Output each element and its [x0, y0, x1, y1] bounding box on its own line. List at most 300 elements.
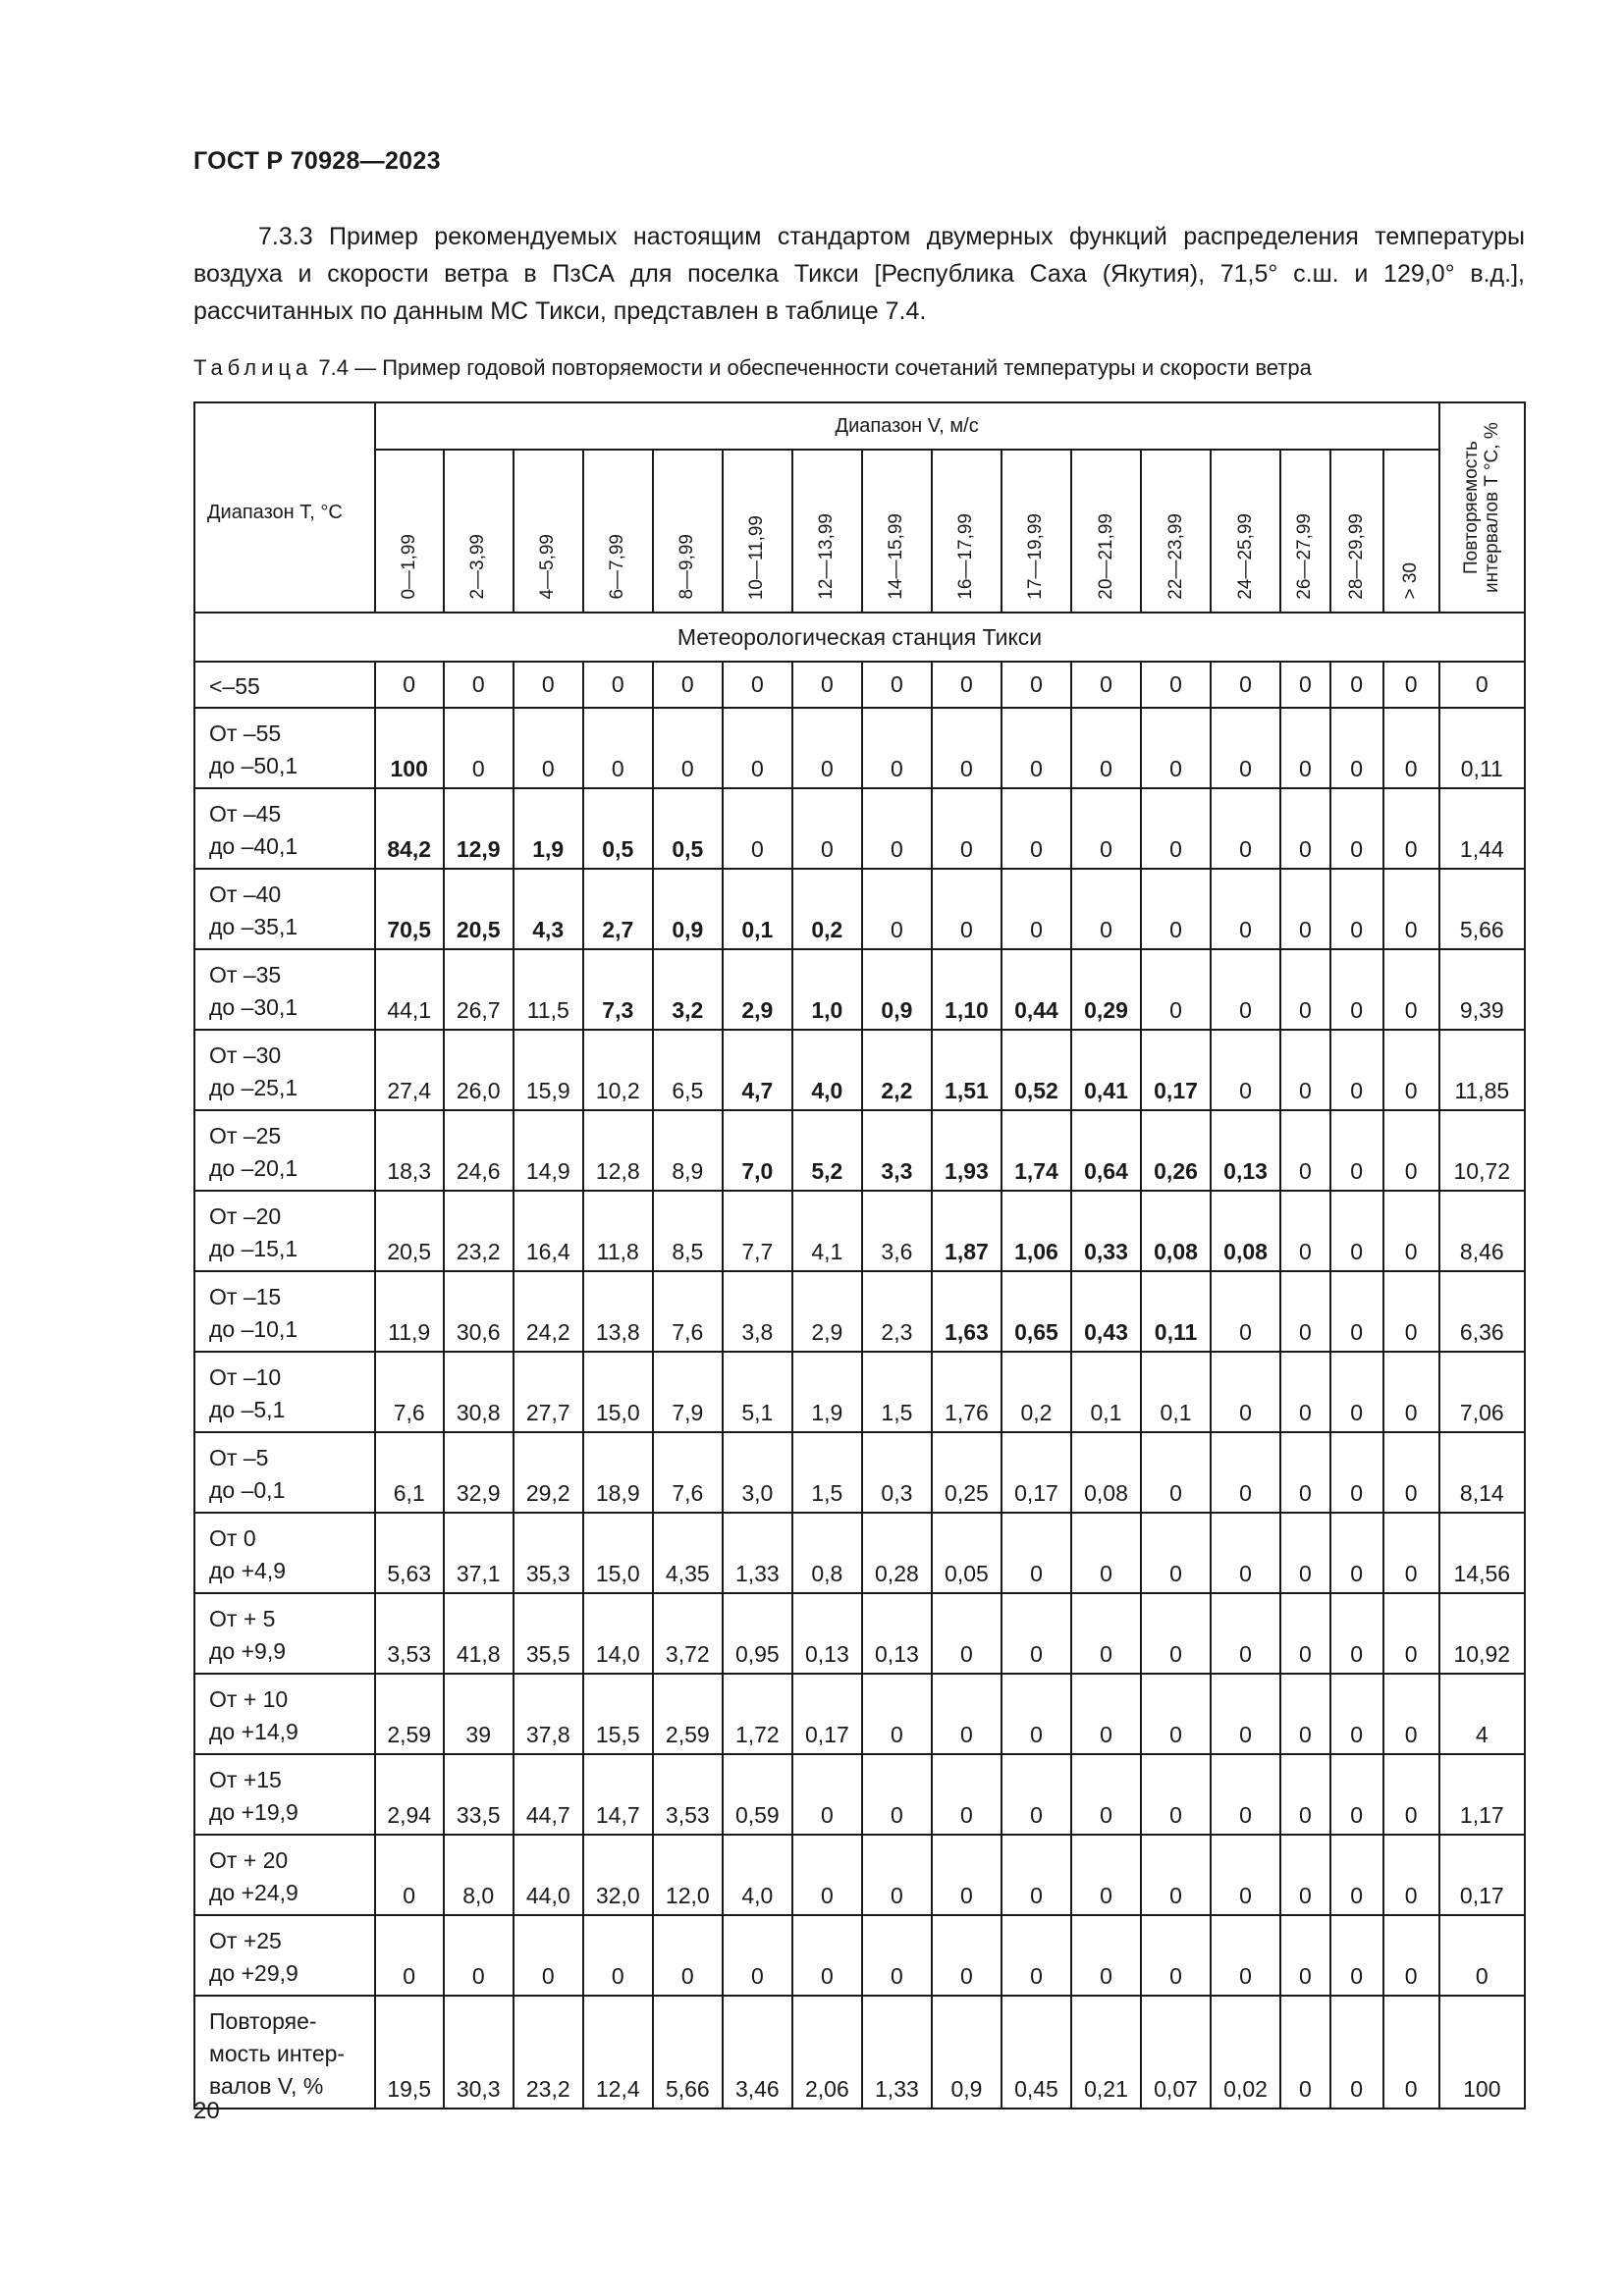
speed-bin-label: 17—19,99 — [1025, 513, 1047, 600]
table-cell: 12,9 — [444, 788, 514, 869]
table-cell: 1,10 — [932, 949, 1001, 1030]
table-cell: 0 — [1141, 1754, 1211, 1835]
table-cell: 0 — [1001, 1674, 1071, 1754]
table-cell: 0 — [862, 1674, 932, 1754]
table-cell: 1,06 — [1001, 1191, 1071, 1271]
table-row — [194, 1754, 1525, 1835]
row-temperature-label — [194, 1191, 375, 1271]
table-cell: 0 — [514, 708, 583, 788]
row-label-line: От + 10 — [209, 1686, 289, 1712]
table-cell: 1,76 — [932, 1352, 1001, 1432]
table-cell: 0 — [1211, 662, 1280, 708]
table-cell: 0 — [932, 1915, 1001, 1996]
row-temperature-label — [194, 1030, 375, 1110]
paragraph-7-3-3 — [193, 218, 1525, 330]
table-cell: 37,8 — [514, 1674, 583, 1754]
table-cell: 0 — [1280, 1030, 1330, 1110]
table-cell: 0 — [1280, 1352, 1330, 1432]
table-row — [194, 1513, 1525, 1593]
table-cell: 41,8 — [444, 1593, 514, 1674]
header-speed-bin — [792, 450, 862, 613]
table-cell: 0,8 — [792, 1513, 862, 1593]
header-speed-bin — [1280, 450, 1330, 613]
table-cell: 0,5 — [583, 788, 653, 869]
row-label-line: От + 5 — [209, 1606, 276, 1631]
table-cell: 0 — [1383, 708, 1439, 788]
header-speed-bin — [862, 450, 932, 613]
table-cell: 30,8 — [444, 1352, 514, 1432]
table-cell: 0 — [514, 662, 583, 708]
table-cell: 0 — [1211, 1754, 1280, 1835]
speed-bin-label: 20—21,99 — [1095, 513, 1116, 600]
table-cell: 0 — [1280, 949, 1330, 1030]
table-cell: 0 — [792, 708, 862, 788]
table-cell: 0 — [444, 1915, 514, 1996]
table-cell: 0 — [1001, 788, 1071, 869]
header-speed-bin — [583, 450, 653, 613]
table-cell: 27,4 — [375, 1030, 444, 1110]
page-number: 20 — [193, 2098, 220, 2124]
table-cell: 0 — [932, 869, 1001, 949]
table-cell: 4,7 — [723, 1030, 792, 1110]
row-label-line: до –15,1 — [209, 1236, 298, 1261]
table-cell: 23,2 — [444, 1191, 514, 1271]
speed-bin-label: 6—7,99 — [607, 534, 628, 600]
header-row-top — [194, 402, 1525, 450]
table-cell: 0 — [1280, 1996, 1330, 2109]
table-cell: 0 — [1383, 1674, 1439, 1754]
row-label-line: От +25 — [209, 1928, 282, 1953]
table-cell: 0,13 — [1211, 1110, 1280, 1191]
table-cell: 0 — [1330, 1915, 1383, 1996]
row-repeatability-cell: 100 — [1439, 1996, 1525, 2109]
table-cell: 0 — [1001, 1513, 1071, 1593]
table-cell: 0,1 — [723, 869, 792, 949]
table-cell: 0 — [653, 662, 723, 708]
header-speed-bin — [1141, 450, 1211, 613]
table-cell: 2,2 — [862, 1030, 932, 1110]
table-cell: 0 — [1330, 1996, 1383, 2109]
table-cell: 0 — [1141, 708, 1211, 788]
header-speed-bin — [444, 450, 514, 613]
table-cell: 0 — [1383, 869, 1439, 949]
table-cell: 0 — [1211, 1271, 1280, 1352]
row-repeatability-cell: 8,46 — [1439, 1191, 1525, 1271]
table-row — [194, 1110, 1525, 1191]
table-cell: 0 — [1330, 1835, 1383, 1915]
row-temperature-label — [194, 1593, 375, 1674]
table-cell: 2,7 — [583, 869, 653, 949]
row-label-line: до +29,9 — [209, 1960, 298, 1986]
table-cell: 4,0 — [723, 1835, 792, 1915]
table-row — [194, 1835, 1525, 1915]
table-cell: 0 — [1330, 1593, 1383, 1674]
table-cell: 30,3 — [444, 1996, 514, 2109]
table-cell: 4,1 — [792, 1191, 862, 1271]
header-speed-bin — [1001, 450, 1071, 613]
row-label-line: От –45 — [209, 801, 282, 827]
table-cell: 0 — [1383, 949, 1439, 1030]
table-cell: 0 — [1071, 1915, 1141, 1996]
table-cell: 33,5 — [444, 1754, 514, 1835]
speed-bin-label: 16—17,99 — [955, 513, 977, 600]
speed-bin-label: > 30 — [1400, 562, 1422, 600]
station-name: Метеорологическая станция Тикси — [194, 613, 1525, 662]
table-cell: 0 — [1383, 1110, 1439, 1191]
row-repeatability-cell: 1,17 — [1439, 1754, 1525, 1835]
table-cell: 0 — [1001, 869, 1071, 949]
table-cell: 0,9 — [932, 1996, 1001, 2109]
row-temperature-label — [194, 788, 375, 869]
table-row — [194, 1593, 1525, 1674]
table-row — [194, 1915, 1525, 1996]
table-cell: 0 — [1211, 708, 1280, 788]
table-cell: 0 — [792, 1835, 862, 1915]
table-cell: 44,7 — [514, 1754, 583, 1835]
table-cell: 12,8 — [583, 1110, 653, 1191]
table-row — [194, 1030, 1525, 1110]
table-cell: 11,8 — [583, 1191, 653, 1271]
header-speed-bin — [932, 450, 1001, 613]
table-cell: 18,3 — [375, 1110, 444, 1191]
table-row — [194, 1432, 1525, 1513]
table-cell: 0 — [1330, 1191, 1383, 1271]
table-cell: 0,41 — [1071, 1030, 1141, 1110]
table-cell: 0 — [1071, 788, 1141, 869]
table-cell: 0 — [1211, 1915, 1280, 1996]
table-cell: 0,9 — [653, 869, 723, 949]
row-label-line: От –35 — [209, 962, 282, 988]
table-cell: 4,3 — [514, 869, 583, 949]
row-repeatability-cell: 4 — [1439, 1674, 1525, 1754]
table-row — [194, 949, 1525, 1030]
table-cell: 7,7 — [723, 1191, 792, 1271]
table-cell: 0 — [1211, 869, 1280, 949]
table-cell: 2,3 — [862, 1271, 932, 1352]
table-cell: 0 — [1383, 1352, 1439, 1432]
table-cell: 0 — [1071, 1674, 1141, 1754]
speed-bin-label: 26—27,99 — [1294, 513, 1316, 600]
table-cell: 1,72 — [723, 1674, 792, 1754]
table-cell: 0 — [1280, 788, 1330, 869]
table-cell: 0 — [1141, 1674, 1211, 1754]
row-repeatability-cell: 8,14 — [1439, 1432, 1525, 1513]
table-cell: 0 — [1211, 1674, 1280, 1754]
row-repeatability-cell: 0 — [1439, 1915, 1525, 1996]
table-cell: 0,17 — [1001, 1432, 1071, 1513]
table-cell: 0 — [1211, 1352, 1280, 1432]
table-cell: 44,1 — [375, 949, 444, 1030]
table-cell: 0 — [792, 1915, 862, 1996]
table-cell: 0 — [1141, 662, 1211, 708]
header-row-speed-bins — [194, 450, 1525, 613]
table-cell: 1,33 — [862, 1996, 932, 2109]
distribution-table — [193, 401, 1526, 2109]
table-cell: 7,6 — [653, 1432, 723, 1513]
table-cell: 0 — [1211, 949, 1280, 1030]
table-caption — [193, 355, 1312, 381]
speed-bin-label: 4—5,99 — [537, 534, 559, 600]
header-speed-bin — [653, 450, 723, 613]
table-cell: 14,0 — [583, 1593, 653, 1674]
row-label-line: до +9,9 — [209, 1638, 287, 1664]
table-cell: 23,2 — [514, 1996, 583, 2109]
table-cell: 0 — [1383, 788, 1439, 869]
table-cell: 3,8 — [723, 1271, 792, 1352]
table-cell: 0,1 — [1141, 1352, 1211, 1432]
table-cell: 0 — [1071, 1513, 1141, 1593]
table-cell: 29,2 — [514, 1432, 583, 1513]
table-cell: 0,05 — [932, 1513, 1001, 1593]
row-repeatability-cell: 10,92 — [1439, 1593, 1525, 1674]
table-cell: 0 — [1383, 1030, 1439, 1110]
table-cell: 0 — [1383, 1915, 1439, 1996]
table-cell: 0,45 — [1001, 1996, 1071, 2109]
table-cell: 32,9 — [444, 1432, 514, 1513]
table-cell: 19,5 — [375, 1996, 444, 2109]
table-cell: 0 — [444, 708, 514, 788]
table-row — [194, 1191, 1525, 1271]
table-cell: 0 — [1211, 1432, 1280, 1513]
table-cell: 2,06 — [792, 1996, 862, 2109]
table-cell: 7,6 — [375, 1352, 444, 1432]
table-cell: 26,7 — [444, 949, 514, 1030]
table-cell: 20,5 — [375, 1191, 444, 1271]
table-row — [194, 1674, 1525, 1754]
row-label-line: Повторяе- — [209, 2008, 317, 2034]
row-temperature-label — [194, 662, 375, 708]
table-cell: 0 — [1001, 662, 1071, 708]
table-cell: 0 — [1330, 1030, 1383, 1110]
table-cell: 5,63 — [375, 1513, 444, 1593]
table-cell: 2,94 — [375, 1754, 444, 1835]
table-cell: 5,66 — [653, 1996, 723, 2109]
table-cell: 1,9 — [792, 1352, 862, 1432]
table-cell: 2,9 — [723, 949, 792, 1030]
table-cell: 0,13 — [792, 1593, 862, 1674]
row-repeatability-cell: 0,11 — [1439, 708, 1525, 788]
table-cell: 0 — [1141, 869, 1211, 949]
table-cell: 4,35 — [653, 1513, 723, 1593]
table-cell: 0 — [1383, 1593, 1439, 1674]
header-t-repeatability-label: Повторяемость интервалов T °C, % — [1461, 422, 1503, 593]
table-cell: 0 — [1280, 1593, 1330, 1674]
table-cell: 24,6 — [444, 1110, 514, 1191]
table-cell: 0,59 — [723, 1754, 792, 1835]
table-cell: 0 — [1280, 1191, 1330, 1271]
table-cell: 0 — [1280, 869, 1330, 949]
table-cell: 0 — [1211, 1593, 1280, 1674]
table-cell: 0 — [1330, 1432, 1383, 1513]
table-cell: 0 — [723, 662, 792, 708]
table-row — [194, 1996, 1525, 2109]
table-cell: 12,0 — [653, 1835, 723, 1915]
row-repeatability-cell: 0 — [1439, 662, 1525, 708]
table-cell: 0 — [1141, 949, 1211, 1030]
row-label-line: От –40 — [209, 881, 282, 907]
table-cell: 0 — [1071, 708, 1141, 788]
table-cell: 0 — [1330, 869, 1383, 949]
speed-bin-label: 24—25,99 — [1234, 513, 1256, 600]
table-cell: 0 — [583, 662, 653, 708]
table-cell: 0 — [1001, 708, 1071, 788]
table-cell: 1,5 — [862, 1352, 932, 1432]
table-cell: 0 — [375, 1835, 444, 1915]
row-repeatability-cell: 11,85 — [1439, 1030, 1525, 1110]
table-cell: 0,2 — [792, 869, 862, 949]
table-cell: 37,1 — [444, 1513, 514, 1593]
table-cell: 0 — [1280, 662, 1330, 708]
table-cell: 0 — [1280, 1674, 1330, 1754]
row-label-line: до –5,1 — [209, 1397, 286, 1422]
row-label-line: От –25 — [209, 1123, 282, 1148]
table-cell: 0 — [1280, 1513, 1330, 1593]
table-cell: 0 — [1383, 1513, 1439, 1593]
table-cell: 0 — [1330, 1110, 1383, 1191]
row-temperature-label — [194, 1835, 375, 1915]
table-cell: 6,5 — [653, 1030, 723, 1110]
row-label-line: до –0,1 — [209, 1477, 286, 1503]
table-cell: 0 — [1001, 1593, 1071, 1674]
row-label-line: валов V, % — [209, 2073, 324, 2099]
table-cell: 15,5 — [583, 1674, 653, 1754]
row-repeatability-cell: 1,44 — [1439, 788, 1525, 869]
table-cell: 0 — [1383, 1996, 1439, 2109]
table-cell: 0,1 — [1071, 1352, 1141, 1432]
row-label-line: до +14,9 — [209, 1719, 298, 1744]
station-row — [194, 613, 1525, 662]
row-temperature-label — [194, 1513, 375, 1593]
table-cell: 27,7 — [514, 1352, 583, 1432]
table-cell: 0 — [1211, 788, 1280, 869]
table-cell: 0,17 — [1141, 1030, 1211, 1110]
table-cell: 0 — [792, 1754, 862, 1835]
table-cell: 8,9 — [653, 1110, 723, 1191]
row-temperature-label — [194, 1674, 375, 1754]
table-cell: 15,0 — [583, 1352, 653, 1432]
table-cell: 0 — [1141, 1513, 1211, 1593]
table-cell: 0 — [1141, 1432, 1211, 1513]
table-cell: 0,2 — [1001, 1352, 1071, 1432]
row-label-line: до –10,1 — [209, 1316, 298, 1342]
table-cell: 1,87 — [932, 1191, 1001, 1271]
table-cell: 0 — [1001, 1915, 1071, 1996]
row-label-line: От –20 — [209, 1203, 282, 1229]
table-cell: 2,59 — [653, 1674, 723, 1754]
row-repeatability-cell: 0,17 — [1439, 1835, 1525, 1915]
table-cell: 2,59 — [375, 1674, 444, 1754]
document-code: ГОСТ Р 70928—2023 — [193, 147, 441, 175]
table-cell: 5,1 — [723, 1352, 792, 1432]
table-cell: 0 — [932, 708, 1001, 788]
table-cell: 0 — [653, 1915, 723, 1996]
table-cell: 100 — [375, 708, 444, 788]
table-cell: 7,6 — [653, 1271, 723, 1352]
table-cell: 0 — [862, 869, 932, 949]
row-temperature-label — [194, 1271, 375, 1352]
table-cell: 3,46 — [723, 1996, 792, 2109]
table-cell: 0 — [862, 662, 932, 708]
row-repeatability-cell: 5,66 — [1439, 869, 1525, 949]
table-cell: 0 — [792, 662, 862, 708]
row-label-line: От + 20 — [209, 1847, 289, 1873]
table-cell: 0 — [653, 708, 723, 788]
row-repeatability-cell: 10,72 — [1439, 1110, 1525, 1191]
table-cell: 70,5 — [375, 869, 444, 949]
row-label-line: до –20,1 — [209, 1155, 298, 1181]
table-cell: 0 — [1211, 1513, 1280, 1593]
table-cell: 0 — [1141, 1835, 1211, 1915]
table-cell: 0 — [723, 1915, 792, 1996]
row-repeatability-cell: 6,36 — [1439, 1271, 1525, 1352]
table-cell: 0 — [1280, 1110, 1330, 1191]
table-cell: 7,0 — [723, 1110, 792, 1191]
row-temperature-label — [194, 949, 375, 1030]
table-cell: 0,17 — [792, 1674, 862, 1754]
row-label-line: От 0 — [209, 1525, 256, 1551]
table-cell: 1,5 — [792, 1432, 862, 1513]
header-speed-bin — [1383, 450, 1439, 613]
table-cell: 44,0 — [514, 1835, 583, 1915]
table-cell: 3,72 — [653, 1593, 723, 1674]
table-cell: 0 — [1280, 1271, 1330, 1352]
header-temperature-range: Диапазон T, °C — [194, 402, 375, 613]
row-repeatability-cell: 7,06 — [1439, 1352, 1525, 1432]
row-label-line: мость интер- — [209, 2041, 346, 2066]
table-cell: 0,02 — [1211, 1996, 1280, 2109]
table-cell: 3,0 — [723, 1432, 792, 1513]
table-cell: 0 — [1383, 1191, 1439, 1271]
table-cell: 0 — [1330, 1271, 1383, 1352]
table-cell: 0,44 — [1001, 949, 1071, 1030]
table-cell: 0 — [444, 662, 514, 708]
table-cell: 0 — [1141, 788, 1211, 869]
speed-bin-label: 12—13,99 — [816, 513, 838, 600]
row-label-line: до –30,1 — [209, 994, 298, 1020]
table-cell: 1,33 — [723, 1513, 792, 1593]
table-row — [194, 1271, 1525, 1352]
table-cell: 0 — [1071, 1835, 1141, 1915]
table-cell: 0,25 — [932, 1432, 1001, 1513]
table-cell: 0 — [723, 788, 792, 869]
table-cell: 6,1 — [375, 1432, 444, 1513]
row-label-line: до +19,9 — [209, 1799, 298, 1825]
speed-bin-label: 14—15,99 — [886, 513, 907, 600]
table-cell: 0,13 — [862, 1593, 932, 1674]
speed-bin-label: 10—11,99 — [746, 514, 768, 600]
table-cell: 4,0 — [792, 1030, 862, 1110]
table-cell: 16,4 — [514, 1191, 583, 1271]
row-label-line: От –15 — [209, 1284, 282, 1309]
row-repeatability-cell: 14,56 — [1439, 1513, 1525, 1593]
table-cell: 0,43 — [1071, 1271, 1141, 1352]
speed-bin-label: 0—1,99 — [398, 534, 419, 600]
table-cell: 0 — [1071, 869, 1141, 949]
row-temperature-label — [194, 708, 375, 788]
table-cell: 20,5 — [444, 869, 514, 949]
table-cell: 0,64 — [1071, 1110, 1141, 1191]
table-cell: 0 — [1071, 1754, 1141, 1835]
table-cell: 13,8 — [583, 1271, 653, 1352]
table-cell: 0 — [1330, 662, 1383, 708]
table-cell: 0,26 — [1141, 1110, 1211, 1191]
table-row — [194, 869, 1525, 949]
table-cell: 0 — [1280, 1754, 1330, 1835]
row-label-line: до –40,1 — [209, 833, 298, 859]
table-cell: 14,9 — [514, 1110, 583, 1191]
table-cell: 14,7 — [583, 1754, 653, 1835]
table-cell: 10,2 — [583, 1030, 653, 1110]
